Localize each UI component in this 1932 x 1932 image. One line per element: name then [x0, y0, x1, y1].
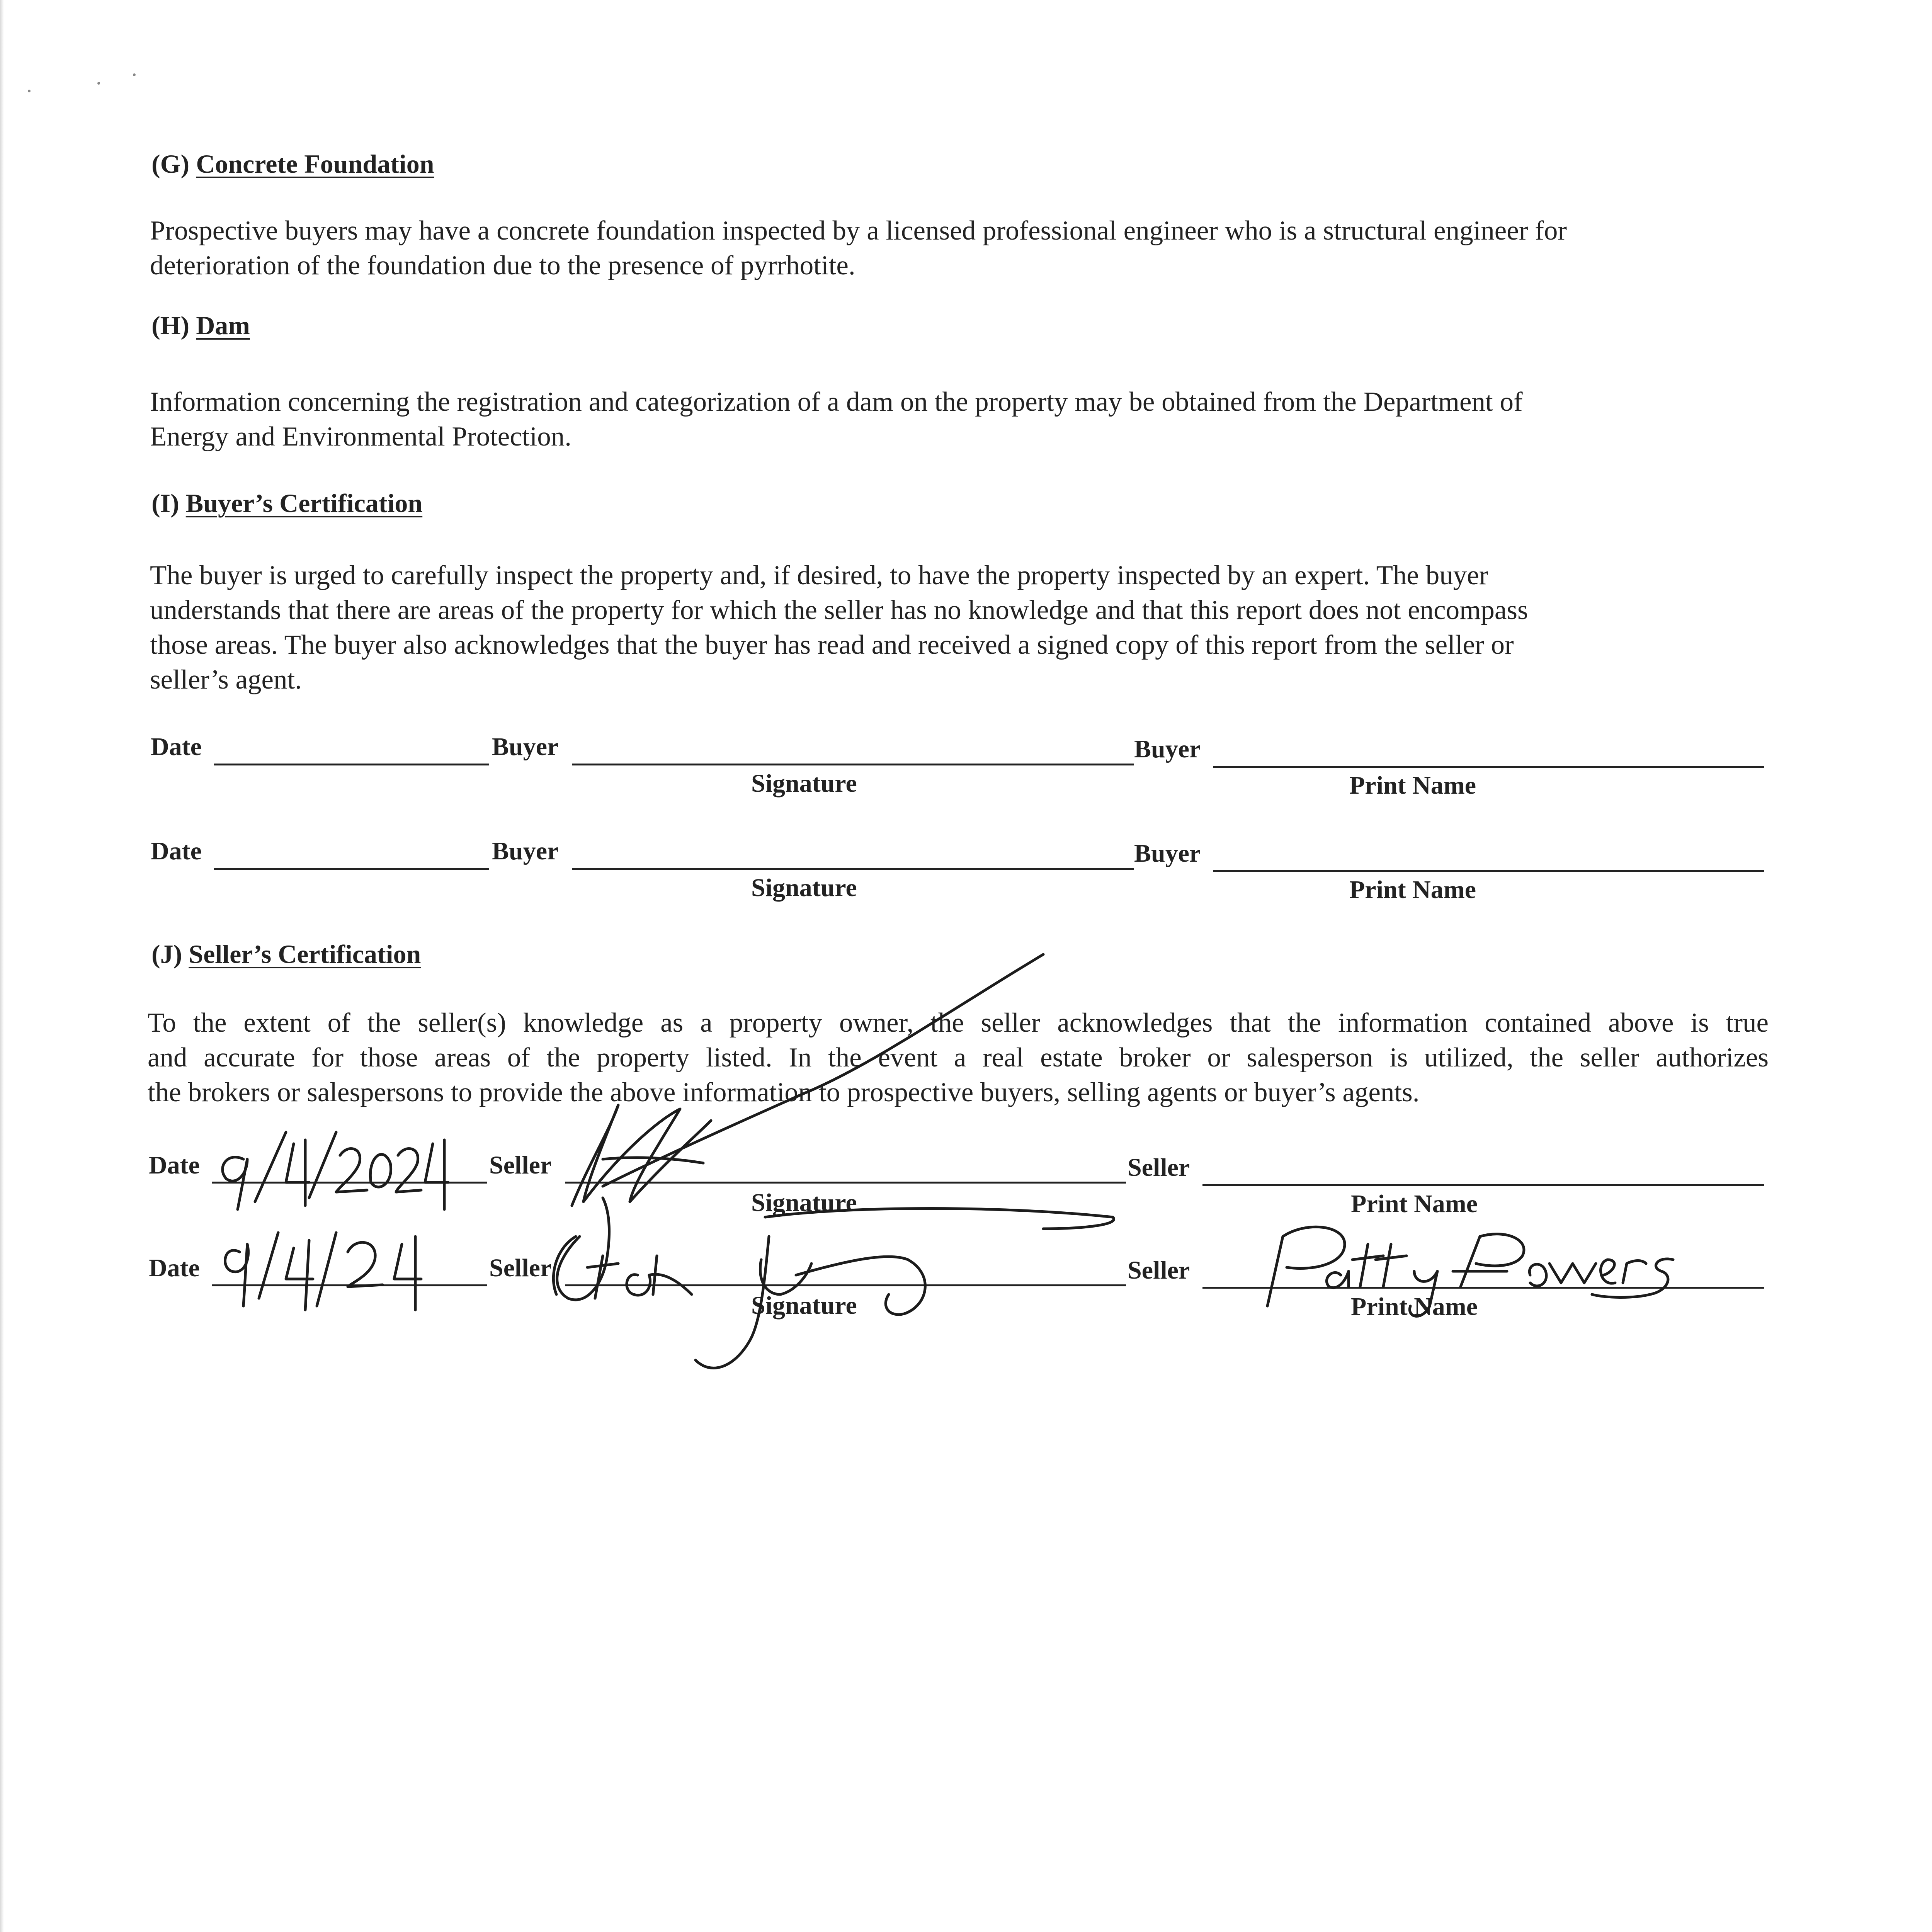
buyer-2-print-name-line[interactable]	[1213, 870, 1764, 872]
seller-label: Seller	[489, 1254, 552, 1282]
signature-caption: Signature	[751, 1189, 857, 1217]
section-j-marker: (J)	[151, 939, 182, 969]
text-line: those areas. The buyer also acknowledges that the buyer has read and received a signed copy of this report from the seller or	[150, 630, 1514, 660]
seller-label: Seller	[1128, 1256, 1190, 1284]
scan-page-edge	[0, 0, 4, 1932]
date-label: Date	[151, 837, 202, 865]
text-line: Prospective buyers may have a concrete foundation inspected by a licensed professional engineer who is a structural engineer for	[150, 216, 1567, 246]
print-name-caption: Print Name	[1349, 771, 1476, 799]
buyer-label: Buyer	[492, 837, 559, 865]
text-line: the brokers or salespersons to provide the above information to prospective buyers, selling agents or buyer’s agents.	[148, 1077, 1420, 1107]
buyer-label: Buyer	[1134, 735, 1201, 763]
buyer-label: Buyer	[492, 733, 559, 761]
buyer-2-date-line[interactable]	[214, 868, 489, 870]
section-i-marker: (I)	[151, 488, 179, 518]
section-j-title: Seller’s Certification	[189, 939, 421, 969]
buyer-label: Buyer	[1134, 839, 1201, 867]
seller-label: Seller	[1128, 1153, 1190, 1182]
text-line: To the extent of the seller(s) knowledge as a property owner, the seller acknowledges that the information contained above is true	[148, 1008, 1769, 1038]
section-j-heading	[151, 939, 421, 969]
section-g-text	[150, 213, 1796, 283]
text-line: Information concerning the registration and categorization of a dam on the property may be obtained from the Department of	[150, 387, 1523, 417]
section-g-heading	[151, 149, 434, 179]
text-line: deterioration of the foundation due to the presence of pyrrhotite.	[150, 250, 855, 281]
print-name-caption: Print Name	[1351, 1293, 1478, 1321]
print-name-caption: Print Name	[1349, 876, 1476, 904]
section-i-title: Buyer’s Certification	[185, 488, 423, 518]
date-label: Date	[151, 733, 202, 761]
text-line: and accurate for those areas of the property listed. In the event a real estate broker or salesperson is utilized, the seller authorizes	[148, 1043, 1769, 1073]
seller-2-signature-line[interactable]	[565, 1284, 1126, 1286]
section-h-text	[150, 384, 1796, 454]
scan-speck	[28, 90, 31, 92]
seller-signature-row-1	[0, 1151, 1932, 1228]
section-j-text	[148, 1005, 1769, 1110]
scan-speck	[133, 73, 136, 76]
signature-caption: Signature	[751, 874, 857, 902]
section-i-heading	[151, 488, 422, 519]
text-line: seller’s agent.	[150, 665, 302, 695]
signature-caption: Signature	[751, 1291, 857, 1320]
seller-signature-row-2	[0, 1253, 1932, 1331]
section-h-title: Dam	[196, 311, 250, 340]
seller-label: Seller	[489, 1151, 552, 1179]
section-h-heading	[151, 310, 250, 341]
date-label: Date	[149, 1254, 200, 1282]
buyer-signature-row-1	[0, 732, 1932, 810]
print-name-caption: Print Name	[1351, 1190, 1478, 1218]
seller-1-date-line[interactable]	[212, 1182, 487, 1184]
buyer-1-print-name-line[interactable]	[1213, 766, 1764, 768]
text-line: understands that there are areas of the property for which the seller has no knowledge and that this report does not encompass	[150, 595, 1528, 625]
date-label: Date	[149, 1151, 200, 1179]
seller-1-print-name-line[interactable]	[1202, 1184, 1764, 1186]
scan-speck	[97, 82, 100, 85]
buyer-1-signature-line[interactable]	[572, 764, 1134, 765]
section-g-title: Concrete Foundation	[196, 149, 434, 179]
seller-2-print-name-line[interactable]	[1202, 1287, 1764, 1289]
buyer-1-date-line[interactable]	[214, 764, 489, 765]
buyer-2-signature-line[interactable]	[572, 868, 1134, 870]
text-line: Energy and Environmental Protection.	[150, 422, 572, 452]
signature-caption: Signature	[751, 769, 857, 798]
section-h-marker: (H)	[151, 311, 190, 340]
buyer-signature-row-2	[0, 837, 1932, 914]
section-i-text	[150, 558, 1796, 697]
seller-1-signature-line[interactable]	[565, 1182, 1126, 1184]
seller-2-date-line[interactable]	[212, 1284, 487, 1286]
section-g-marker: (G)	[151, 149, 190, 179]
text-line: The buyer is urged to carefully inspect the property and, if desired, to have the property inspected by an expert. The buyer	[150, 560, 1488, 590]
